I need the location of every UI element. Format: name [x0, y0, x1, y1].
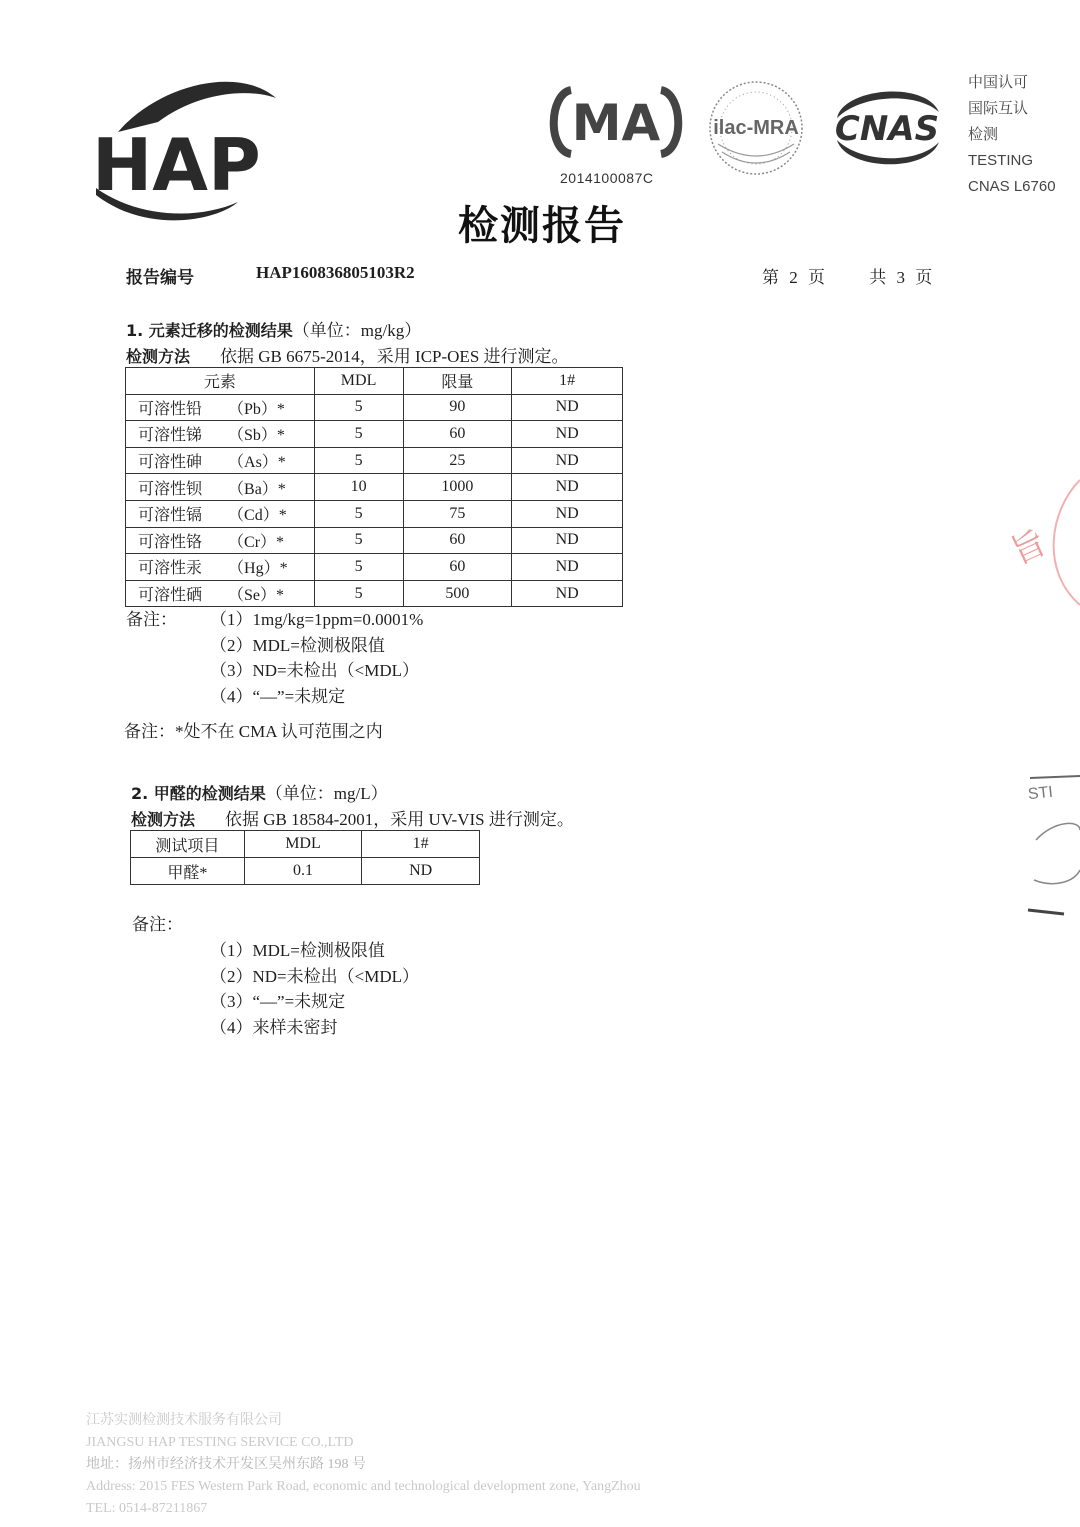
- red-stamp-fragment: 旨: [1004, 522, 1053, 573]
- accreditation-line: 中国认可: [968, 74, 1029, 91]
- table-header-row: [131, 831, 480, 858]
- table-row: [126, 394, 623, 421]
- page-total-prefix: 共: [869, 268, 887, 287]
- section2-unit: （单位：mg/L）: [265, 784, 388, 803]
- element-cell: [126, 394, 315, 421]
- formaldehyde-table: [130, 830, 480, 885]
- table-row: [126, 500, 623, 527]
- accreditation-line: TESTING: [968, 152, 1034, 169]
- page-total-unit: 页: [915, 268, 933, 287]
- section1-method-label: 检测方法: [126, 347, 191, 366]
- element-cell: [126, 421, 315, 448]
- limit-cell: 60: [403, 421, 512, 448]
- result-cell: ND: [362, 858, 480, 885]
- column-header: 元素: [126, 368, 315, 395]
- cma-logo: [545, 84, 687, 160]
- cma-scope-note: 备注：*处不在 CMA 认可范围之内: [124, 722, 383, 741]
- section2-method-label: 检测方法: [131, 810, 196, 829]
- note-item: （3）ND=未检出（<MDL）: [210, 661, 420, 681]
- element-cell: [126, 500, 315, 527]
- element-symbol: （Cd）*: [228, 507, 287, 525]
- column-header: 限量: [403, 368, 512, 395]
- section1-method: [126, 342, 569, 367]
- mdl-cell: 0.1: [244, 858, 362, 885]
- element-cell: [126, 447, 315, 474]
- accreditation-line: CNAS L6760: [968, 178, 1056, 195]
- element-migration-table: [125, 367, 623, 607]
- result-cell: ND: [512, 527, 623, 554]
- note-item: （2）MDL=检测极限值: [210, 635, 385, 655]
- section1-notes: [210, 607, 423, 710]
- limit-cell: 500: [403, 580, 512, 607]
- svg-text:HAP: HAP: [92, 123, 261, 207]
- section1-method-text: 依据 GB 6675-2014，采用 ICP-OES 进行测定。: [220, 347, 569, 366]
- result-cell: ND: [512, 421, 623, 448]
- result-cell: ND: [512, 554, 623, 581]
- test-item-cell: 甲醛*: [131, 858, 245, 885]
- element-symbol: （As）*: [228, 454, 286, 472]
- mdl-cell: 5: [314, 500, 403, 527]
- seal-fragment-text: STI: [1027, 783, 1054, 804]
- element-name: 可溶性钡: [138, 480, 203, 498]
- limit-cell: 90: [403, 394, 512, 421]
- mdl-cell: 5: [314, 447, 403, 474]
- cnas-logo: [825, 82, 949, 172]
- element-symbol: （Ba）*: [228, 480, 286, 498]
- mdl-cell: 5: [314, 580, 403, 607]
- result-cell: ND: [512, 394, 623, 421]
- svg-text:MA: MA: [571, 94, 661, 152]
- note-item: （1）MDL=检测极限值: [210, 941, 385, 960]
- element-name: 可溶性镉: [138, 507, 203, 525]
- table-row: [126, 474, 623, 501]
- element-name: 可溶性铅: [138, 400, 203, 418]
- svg-text:CNAS: CNAS: [834, 109, 940, 149]
- column-header: MDL: [244, 831, 362, 858]
- element-cell: [126, 527, 315, 554]
- mdl-cell: 5: [314, 394, 403, 421]
- ilac-mra-logo: [700, 78, 812, 178]
- footer-company-en: JIANGSU HAP TESTING SERVICE CO.,LTD: [86, 1435, 354, 1450]
- page-total: 3: [896, 268, 905, 287]
- report-number: HAP160836805103R2: [256, 263, 415, 282]
- accreditation-line: 检测: [968, 126, 999, 143]
- note-item: （4）“—”=未规定: [210, 687, 346, 707]
- element-symbol: （Se）*: [228, 587, 285, 605]
- seal-fragment: [1024, 770, 1080, 920]
- element-symbol: （Pb）*: [228, 400, 285, 418]
- section2-heading: 2. 甲醛的检测结果: [131, 784, 266, 803]
- cma-certificate-code: 2014100087C: [560, 170, 654, 186]
- red-stamp-arc: [1010, 470, 1080, 610]
- footer-company-cn: 江苏实测检测技术服务有限公司: [86, 1413, 282, 1428]
- page-prefix: 第: [762, 268, 779, 287]
- section2-method-text: 依据 GB 18584-2001，采用 UV-VIS 进行测定。: [225, 810, 574, 829]
- element-symbol: （Hg）*: [228, 560, 288, 578]
- column-header: 1#: [512, 368, 623, 395]
- mdl-cell: 5: [314, 554, 403, 581]
- note-item: （1）1mg/kg=1ppm=0.0001%: [210, 610, 424, 629]
- mdl-cell: 5: [314, 421, 403, 448]
- section1-heading: 1. 元素迁移的检测结果: [126, 321, 293, 340]
- table-row: [126, 580, 623, 607]
- result-cell: ND: [512, 474, 623, 501]
- svg-text:ilac-MRA: ilac-MRA: [713, 117, 799, 139]
- footer-address-cn: 地址：扬州市经济技术开发区吴州东路 198 号: [86, 1457, 366, 1472]
- column-header: MDL: [314, 368, 403, 395]
- section2-notes: [210, 938, 419, 1041]
- column-header: 1#: [362, 831, 480, 858]
- mdl-cell: 10: [314, 474, 403, 501]
- table-row: [131, 858, 480, 885]
- section2-title: [131, 779, 388, 804]
- section1-notes-label: 备注：: [126, 610, 177, 629]
- document-title: 检测报告: [458, 203, 626, 249]
- element-cell: [126, 474, 315, 501]
- section2-method: [131, 805, 574, 830]
- result-cell: ND: [512, 580, 623, 607]
- table-row: [126, 447, 623, 474]
- element-name: 可溶性汞: [138, 560, 203, 578]
- accreditation-line: 国际互认: [968, 100, 1029, 117]
- table-row: [126, 527, 623, 554]
- element-name: 可溶性硒: [138, 587, 203, 605]
- element-symbol: （Cr）*: [228, 533, 285, 551]
- hap-logo: [88, 70, 288, 225]
- result-cell: ND: [512, 500, 623, 527]
- table-row: [126, 554, 623, 581]
- footer-address-en: Address: 2015 FES Western Park Road, economic and technological development zone, YangZhou: [86, 1479, 641, 1494]
- section1-unit: （单位：mg/kg）: [292, 321, 422, 340]
- element-cell: [126, 554, 315, 581]
- column-header: 测试项目: [131, 831, 245, 858]
- page-indicator: [762, 263, 938, 288]
- note-item: （2）ND=未检出（<MDL）: [210, 966, 420, 986]
- page-unit: 页: [808, 268, 825, 287]
- mdl-cell: 5: [314, 527, 403, 554]
- element-symbol: （Sb）*: [228, 427, 285, 445]
- element-name: 可溶性锑: [138, 427, 203, 445]
- limit-cell: 60: [403, 554, 512, 581]
- section2-notes-label: 备注：: [132, 915, 183, 934]
- report-number-label: 报告编号: [126, 268, 194, 287]
- element-name: 可溶性砷: [138, 454, 203, 472]
- table-header-row: [126, 368, 623, 395]
- footer-contact: TEL: 0514-87211867: [86, 1501, 208, 1516]
- accreditation-text: [968, 70, 1056, 200]
- table-row: [126, 421, 623, 448]
- result-cell: ND: [512, 447, 623, 474]
- footer: [86, 1410, 641, 1520]
- element-cell: [126, 580, 315, 607]
- note-item: （4）来样未密封: [210, 1018, 338, 1038]
- element-name: 可溶性铬: [138, 533, 203, 551]
- note-item: （3）“—”=未规定: [210, 992, 346, 1012]
- limit-cell: 75: [403, 500, 512, 527]
- limit-cell: 25: [403, 447, 512, 474]
- page-current: 2: [789, 268, 798, 287]
- section1-title: [126, 316, 421, 341]
- limit-cell: 1000: [403, 474, 512, 501]
- limit-cell: 60: [403, 527, 512, 554]
